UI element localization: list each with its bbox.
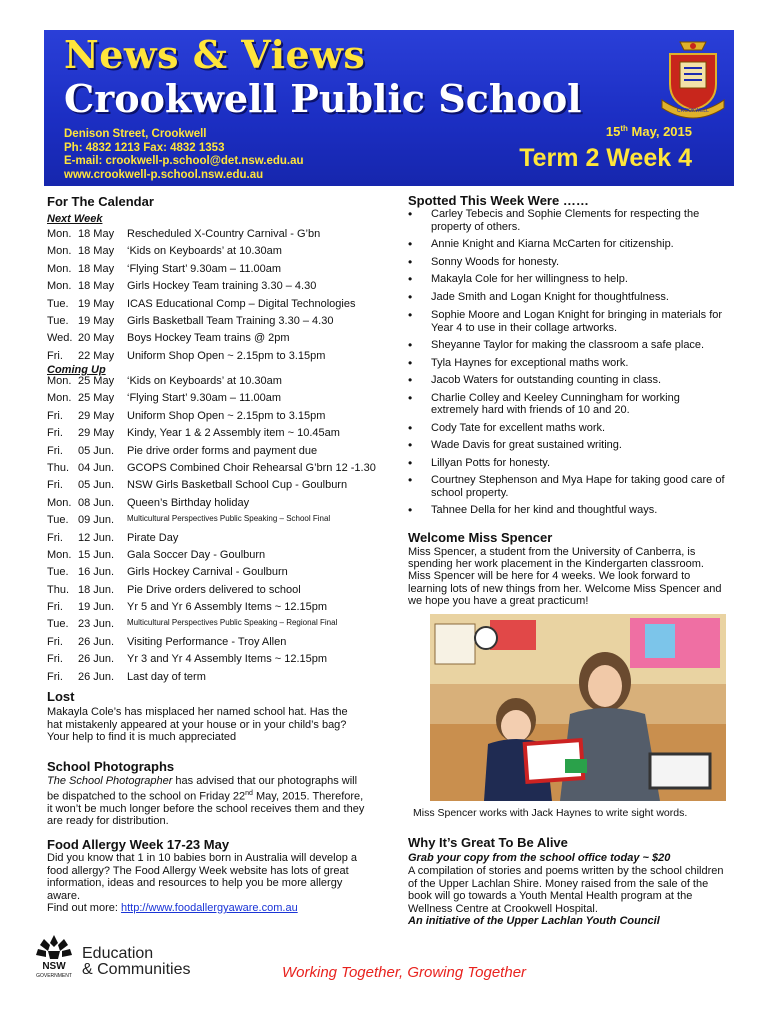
newsletter-title: News & Views bbox=[64, 32, 366, 77]
calendar-event: Multicultural Perspectives Public Speaking – School Final bbox=[127, 514, 331, 524]
calendar-row bbox=[47, 549, 387, 566]
next-week-label: Next Week bbox=[47, 213, 103, 225]
calendar-day: Mon. bbox=[47, 548, 72, 561]
calendar-event: Pie Drive orders delivered to school bbox=[127, 583, 301, 596]
spotted-item: • Wade Davis for great sustained writing. bbox=[408, 439, 728, 452]
spotted-heading: Spotted This Week Were …… bbox=[408, 193, 589, 208]
calendar-date: 05 Jun. bbox=[78, 479, 115, 492]
calendar-row bbox=[47, 245, 387, 262]
classroom-photo bbox=[430, 614, 726, 801]
spotted-item: • Jacob Waters for outstanding counting in class. bbox=[408, 374, 728, 387]
calendar-date: 26 Jun. bbox=[78, 653, 115, 666]
issue-date bbox=[606, 124, 692, 139]
header-banner bbox=[44, 30, 734, 186]
spotted-list bbox=[408, 208, 728, 522]
calendar-day: Fri. bbox=[47, 409, 63, 422]
calendar-event: Girls Hockey Carnival - Goulburn bbox=[127, 566, 288, 579]
coming-up-label: Coming Up bbox=[47, 364, 106, 376]
classroom-photo-image bbox=[430, 614, 726, 801]
next-week-list bbox=[47, 228, 387, 367]
calendar-event: NSW Girls Basketball School Cup - Goulburn bbox=[127, 479, 348, 492]
calendar-date: 20 May bbox=[78, 332, 115, 345]
calendar-day: Tue. bbox=[47, 514, 69, 527]
calendar-day: Fri. bbox=[47, 635, 63, 648]
spotted-item: • Jade Smith and Logan Knight for thoughtfulness. bbox=[408, 291, 728, 304]
calendar-day: Mon. bbox=[47, 392, 72, 405]
calendar-day: Mon. bbox=[47, 280, 72, 293]
calendar-row bbox=[47, 636, 387, 653]
calendar-event: Multicultural Perspectives Public Speaking – Regional Final bbox=[127, 618, 338, 628]
calendar-event: ‘Flying Start’ 9.30am – 11.00am bbox=[127, 392, 282, 405]
calendar-date: 22 May bbox=[78, 349, 115, 362]
calendar-date: 26 Jun. bbox=[78, 635, 115, 648]
lost-text: Makayla Cole’s has misplaced her named school hat. Has the hat mistakenly appeared at your house or in your child’s bag? Your help to find it is much appreciated bbox=[47, 706, 348, 743]
website: www.crookwell-p.school.nsw.edu.au bbox=[64, 168, 264, 181]
calendar-date: 25 May bbox=[78, 375, 115, 387]
alive-initiative: An initiative of the Upper Lachlan Youth Council bbox=[408, 915, 660, 927]
calendar-day: Tue. bbox=[47, 566, 69, 579]
calendar-date: 25 May bbox=[78, 392, 115, 405]
photographs-sup: nd bbox=[245, 789, 253, 797]
calendar-day: Mon. bbox=[47, 496, 72, 509]
allergy-body: Did you know that 1 in 10 babies born in Australia will develop a food allergy? The Food Allergy Week website has lots of great information, ideas and resources to help you be more allergy aware. bbox=[47, 852, 358, 902]
calendar-event: ‘Kids on Keyboards’ at 10.30am bbox=[127, 245, 282, 258]
calendar-event: Yr 5 and Yr 6 Assembly Items ~ 12.15pm bbox=[127, 601, 328, 614]
calendar-event: Rescheduled X-Country Carnival - G’bn bbox=[127, 228, 321, 240]
calendar-row bbox=[47, 410, 387, 427]
calendar-event: Pirate Day bbox=[127, 531, 179, 544]
spotted-item: • Cody Tate for excellent maths work. bbox=[408, 422, 728, 435]
calendar-day: Fri. bbox=[47, 601, 63, 614]
calendar-row bbox=[47, 375, 387, 392]
calendar-date: 18 Jun. bbox=[78, 583, 115, 596]
calendar-row bbox=[47, 315, 387, 332]
calendar-date: 18 May bbox=[78, 280, 115, 293]
calendar-event: Last day of term bbox=[127, 670, 206, 683]
calendar-day: Thu. bbox=[47, 583, 70, 596]
calendar-date: 19 Jun. bbox=[78, 601, 115, 614]
calendar-day: Fri. bbox=[47, 349, 63, 362]
calendar-day: Tue. bbox=[47, 297, 69, 310]
calendar-row bbox=[47, 228, 387, 245]
nsw-waratah-logo-icon bbox=[28, 933, 80, 979]
calendar-date: 19 May bbox=[78, 314, 115, 327]
calendar-event: Girls Basketball Team Training 3.30 – 4.30 bbox=[127, 314, 334, 327]
calendar-date: 29 May bbox=[78, 427, 115, 440]
calendar-day: Fri. bbox=[47, 653, 63, 666]
calendar-row bbox=[47, 445, 387, 462]
alive-tagline: Grab your copy from the school office today ~ $20 bbox=[408, 852, 671, 864]
calendar-day: Fri. bbox=[47, 479, 63, 492]
allergy-text bbox=[47, 852, 367, 915]
calendar-event: Boys Hockey Team trains @ 2pm bbox=[127, 332, 290, 345]
calendar-row bbox=[47, 332, 387, 349]
calendar-date: 18 May bbox=[78, 245, 115, 258]
calendar-date: 18 May bbox=[78, 262, 115, 275]
spotted-item: • Sheyanne Taylor for making the classroom a safe place. bbox=[408, 339, 728, 352]
nsw-lettering: NSW bbox=[42, 961, 66, 972]
spotted-item: • Courtney Stephenson and Mya Hape for taking good care of school property. bbox=[408, 474, 728, 499]
calendar-day: Tue. bbox=[47, 618, 69, 631]
calendar-event: Queen’s Birthday holiday bbox=[127, 496, 250, 509]
calendar-event: Gala Soccer Day - Goulburn bbox=[127, 548, 266, 561]
calendar-row bbox=[47, 497, 387, 514]
spotted-item: • Tyla Haynes for exceptional maths work. bbox=[408, 357, 728, 370]
spotted-item: • Sonny Woods for honesty. bbox=[408, 256, 728, 269]
calendar-row bbox=[47, 427, 387, 444]
calendar-date: 16 Jun. bbox=[78, 566, 115, 579]
calendar-event: GCOPS Combined Choir Rehearsal G’brn 12 -1.30 bbox=[127, 461, 376, 474]
school-crest-icon bbox=[658, 38, 728, 122]
calendar-date: 09 Jun. bbox=[78, 514, 115, 527]
calendar-event: Girls Hockey Team training 3.30 – 4.30 bbox=[127, 280, 317, 293]
calendar-row bbox=[47, 280, 387, 297]
calendar-row bbox=[47, 653, 387, 670]
calendar-day: Wed. bbox=[47, 332, 73, 345]
calendar-row bbox=[47, 514, 387, 531]
date-day: 15 bbox=[605, 124, 621, 139]
photographs-text-1: has advised that our photographs will be dispatched to the school on Friday 22 bbox=[47, 775, 358, 803]
calendar-event: Yr 3 and Yr 4 Assembly Items ~ 12.15pm bbox=[127, 653, 328, 666]
calendar-event: ICAS Educational Comp – Digital Technologies bbox=[127, 297, 356, 310]
spotted-item: • Sophie Moore and Logan Knight for bringing in materials for Year 4 to use in their collage artworks. bbox=[408, 309, 728, 334]
calendar-row bbox=[47, 618, 387, 635]
calendar-day: Fri. bbox=[47, 427, 63, 440]
calendar-day: Tue. bbox=[47, 314, 69, 327]
calendar-row bbox=[47, 584, 387, 601]
calendar-date: 18 May bbox=[78, 228, 115, 240]
calendar-row bbox=[47, 263, 387, 280]
alive-text: A compilation of stories and poems written by the school children of the Upper Lachlan Shire. Money raised from the sale of the book will go towards a Youth Mental Health program at the Wellness Centre at Crookwell Hospital. bbox=[408, 865, 724, 915]
calendar-day: Mon. bbox=[47, 228, 72, 240]
alive-heading: Why It’s Great To Be Alive bbox=[408, 835, 568, 850]
calendar-event: ‘Flying Start’ 9.30am – 11.00am bbox=[127, 262, 282, 275]
calendar-row bbox=[47, 298, 387, 315]
calendar-date: 08 Jun. bbox=[78, 496, 115, 509]
calendar-row bbox=[47, 479, 387, 496]
calendar-day: Thu. bbox=[47, 461, 70, 474]
food-allergy-link[interactable]: http://www.foodallergyaware.com.au bbox=[120, 902, 298, 914]
calendar-event: ‘Kids on Keyboards’ at 10.30am bbox=[127, 375, 282, 387]
calendar-row bbox=[47, 462, 387, 479]
coming-up-list bbox=[47, 375, 387, 688]
school-motto: Working Together, Growing Together bbox=[282, 964, 527, 981]
calendar-heading: For The Calendar bbox=[47, 194, 154, 209]
calendar-event: Visiting Performance - Troy Allen bbox=[127, 635, 287, 648]
spotted-item: • Makayla Cole for her willingness to help. bbox=[408, 273, 728, 286]
calendar-day: Mon. bbox=[47, 375, 72, 387]
photo-caption: Miss Spencer works with Jack Haynes to write sight words. bbox=[413, 807, 688, 819]
spotted-item: • Tahnee Della for her kind and thoughtful ways. bbox=[408, 504, 728, 517]
education-text: Education bbox=[82, 945, 154, 962]
calendar-event: Pie drive order forms and payment due bbox=[127, 444, 318, 457]
welcome-text: Miss Spencer, a student from the University of Canberra, is spending her work placement in the Kindergarten classroom. Miss Spencer will be here for 4 weeks. We look forward to learning lots of new things from her. Welcome Miss Spencer and we hope you have a great practicum! bbox=[408, 546, 722, 607]
calendar-date: 29 May bbox=[78, 409, 115, 422]
spotted-item: • Lillyan Potts for honesty. bbox=[408, 457, 728, 470]
term-week: Term 2 Week 4 bbox=[519, 144, 692, 172]
photographs-text-2: May, 2015. Therefore, it won’t be much longer before the school receives them and they are ready for distribution. bbox=[47, 790, 365, 828]
government-lettering: GOVERNMENT bbox=[36, 973, 72, 979]
calendar-event: Uniform Shop Open ~ 2.15pm to 3.15pm bbox=[127, 349, 326, 362]
calendar-day: Fri. bbox=[47, 531, 63, 544]
calendar-date: 15 Jun. bbox=[78, 548, 115, 561]
calendar-day: Fri. bbox=[47, 670, 63, 683]
lost-heading: Lost bbox=[47, 689, 75, 704]
calendar-row bbox=[47, 566, 387, 583]
calendar-date: 19 May bbox=[78, 297, 115, 310]
address: Denison Street, Crookwell bbox=[64, 128, 207, 140]
calendar-row bbox=[47, 392, 387, 409]
school-name: Crookwell Public School bbox=[64, 76, 582, 121]
calendar-day: Fri. bbox=[47, 444, 63, 457]
calendar-date: 05 Jun. bbox=[78, 444, 115, 457]
calendar-row bbox=[47, 671, 387, 688]
email: E-mail: crookwell-p.school@det.nsw.edu.au bbox=[64, 155, 304, 167]
calendar-date: 26 Jun. bbox=[78, 670, 115, 683]
calendar-day: Mon. bbox=[47, 245, 72, 258]
date-rest: May, 2015 bbox=[627, 124, 692, 139]
contact-details bbox=[64, 128, 304, 182]
photographer-name: The School Photographer bbox=[47, 775, 173, 787]
crest-lettering: CROOKWELL bbox=[677, 108, 709, 114]
phone-fax: Ph: 4832 1213 Fax: 4832 1353 bbox=[64, 141, 225, 154]
photographs-text bbox=[47, 775, 365, 828]
spotted-item: • Charlie Colley and Keeley Cunningham for working extremely hard with friends of 10 and 20. bbox=[408, 392, 728, 417]
photographs-heading: School Photographs bbox=[47, 759, 175, 774]
date-suffix: th bbox=[620, 124, 628, 133]
calendar-day: Mon. bbox=[47, 262, 72, 275]
education-communities-logo bbox=[82, 946, 190, 978]
calendar-date: 23 Jun. bbox=[78, 618, 115, 631]
allergy-more bbox=[47, 902, 367, 915]
calendar-event: Kindy, Year 1 & 2 Assembly item ~ 10.45am bbox=[127, 427, 340, 440]
calendar-date: 04 Jun. bbox=[78, 461, 115, 474]
find-out-more-label: Find out more: bbox=[47, 902, 121, 914]
communities-text: & Communities bbox=[82, 961, 191, 978]
calendar-row bbox=[47, 601, 387, 618]
calendar-date: 12 Jun. bbox=[78, 531, 115, 544]
calendar-row bbox=[47, 532, 387, 549]
welcome-heading: Welcome Miss Spencer bbox=[408, 530, 553, 545]
spotted-item: • Annie Knight and Kiarna McCarten for citizenship. bbox=[408, 238, 728, 251]
spotted-item: • Carley Tebecis and Sophie Clements for respecting the property of others. bbox=[408, 208, 728, 233]
calendar-event: Uniform Shop Open ~ 2.15pm to 3.15pm bbox=[127, 409, 326, 422]
allergy-heading: Food Allergy Week 17-23 May bbox=[47, 837, 230, 852]
